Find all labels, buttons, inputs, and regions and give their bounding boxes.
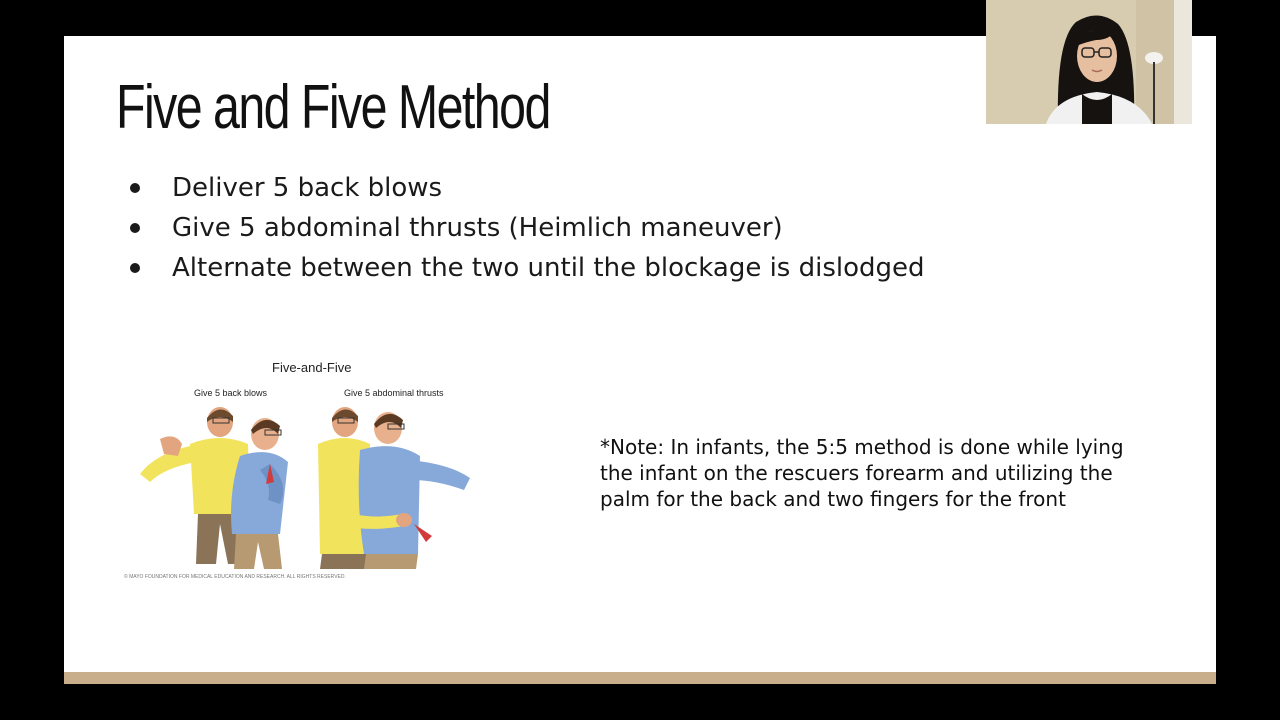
- bullet-item: [124, 248, 925, 288]
- bullet-text: Give 5 abdominal thrusts (Heimlich maneuver): [172, 213, 783, 243]
- back-blows-caption: Give 5 back blows: [194, 388, 268, 398]
- webcam-video-feed[interactable]: [986, 0, 1192, 124]
- bullet-icon: [130, 263, 140, 273]
- bullet-item: [124, 168, 925, 208]
- presenter-image: [986, 0, 1192, 124]
- bullet-item: [124, 208, 925, 248]
- rescue-figures-image: [120, 404, 500, 574]
- abdominal-thrusts-figures: [318, 407, 470, 569]
- bullet-list: [124, 168, 925, 288]
- bullet-text: Deliver 5 back blows: [172, 173, 443, 203]
- slide-title: Five and Five Method: [116, 73, 550, 142]
- bullet-icon: [130, 223, 140, 233]
- bullet-icon: [130, 183, 140, 193]
- infant-note: *Note: In infants, the 5:5 method is done while lying the infant on the rescuers forearm and utilizing the palm for the back and two fingers for the front: [600, 435, 1124, 511]
- presentation-slide: [64, 36, 1216, 684]
- illustration-title: Five-and-Five: [272, 360, 352, 375]
- back-blows-figures: [140, 407, 288, 569]
- abdominal-thrusts-caption: Give 5 abdominal thrusts: [344, 388, 444, 398]
- illustration-copyright: © MAYO FOUNDATION FOR MEDICAL EDUCATION AND RESEARCH. ALL RIGHTS RESERVED.: [124, 574, 346, 580]
- bullet-text: Alternate between the two until the blockage is dislodged: [172, 253, 925, 283]
- five-and-five-illustration: [120, 354, 500, 586]
- slide-footer-bar: [64, 672, 1216, 684]
